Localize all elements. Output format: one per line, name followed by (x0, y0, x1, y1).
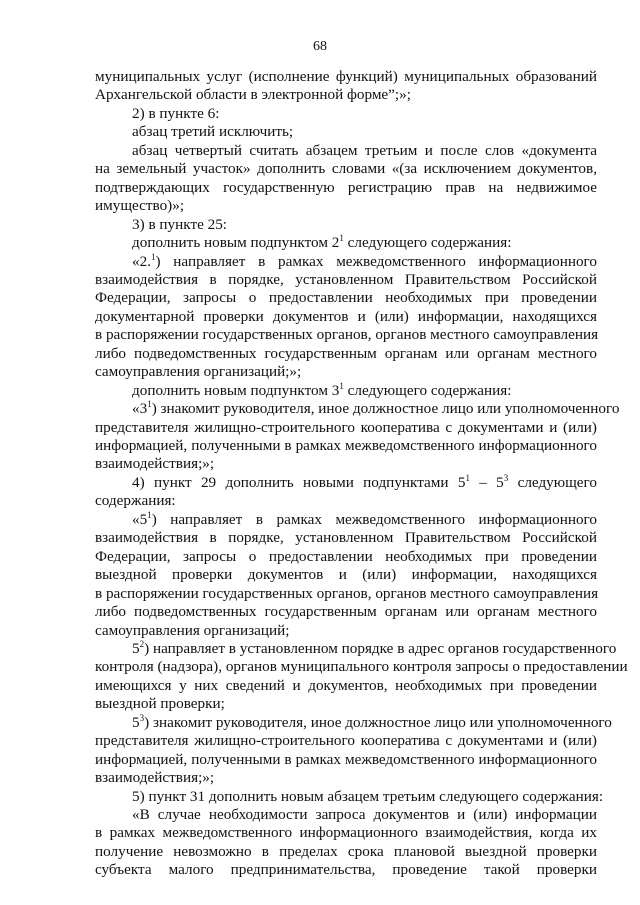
text-line: абзац третий исключить; (132, 123, 294, 141)
text-line: $5^2$) направляет в установленном порядке в адрес органов государственного (132, 638, 617, 657)
text-line: взаимодействия в порядке, установленном Правительством Российской (95, 270, 597, 288)
text-line: информацией, полученными в рамках межведомственного информационного (95, 437, 597, 454)
text-line: Федерации, запросы о предоставлении необходимых при проведении (95, 547, 597, 565)
text-line: субъекта малого предпринимательства, проведение такой проверки (95, 861, 597, 879)
text-line: Федерации, запросы о предоставлении необходимых при проведении (95, 289, 597, 307)
text-line: представителя жилищно-строительного кооператива с документами и (или) (95, 418, 597, 436)
text-line: Архангельской области в электронной форме”;»; (95, 86, 411, 104)
text-line: подтверждающих государственную регистрацию прав на недвижимое (95, 178, 597, 196)
text-line: дополнить новым подпунктом $3^1$ следующего содержания: (132, 380, 512, 399)
text-line: муниципальных услуг (исполнение функций) муниципальных образований (95, 68, 597, 85)
text-line: либо подведомственных государственным органам или органам местного (95, 603, 597, 621)
text-line: 5) пункт 31 дополнить новым абзацем третьим следующего содержания: (132, 787, 604, 805)
text-line: документарной проверки документов и (или) информации, находящихся (95, 307, 597, 325)
text-line: $5^3$) знакомит руководителя, иное должностное лицо или уполномоченного (132, 712, 612, 731)
text-line: в распоряжении государственных органов, органов местного самоуправления (95, 584, 599, 602)
text-line: «$3^1$) знакомит руководителя, иное должностное лицо или уполномоченного (132, 399, 620, 418)
text-line: «В случае необходимости запроса документов и (или) информации (132, 806, 597, 823)
text-line: в рамках межведомственного информационного взаимодействия, когда их (95, 824, 597, 842)
text-line: самоуправления организаций;»; (95, 363, 302, 381)
text-line: выездной проверки документов и (или) информации, находящихся (95, 566, 597, 584)
text-line: взаимодействия;»; (95, 455, 215, 473)
page-number: 68 (313, 39, 327, 54)
text-line: получение невозможно в пределах срока плановой выездной проверки (95, 842, 597, 860)
text-line: контроля (надзора), органов муниципального контроля запросы о предоставлении (95, 658, 628, 676)
text-line: «2.$^1$) направляет в рамках межведомственного информационного (132, 251, 597, 270)
text-line: информацией, полученными в рамках межведомственного информационного (95, 750, 597, 768)
text-line: 3) в пункте 25: (132, 215, 228, 233)
text-line: взаимодействия в порядке, установленном Правительством Российской (95, 529, 597, 547)
text-line: в распоряжении государственных органов, органов местного самоуправления (95, 326, 599, 344)
text-line: «$5^1$) направляет в рамках межведомственного информационного (132, 509, 597, 528)
text-line: выездной проверки; (95, 695, 225, 713)
text-line: 4) пункт 29 дополнить новыми подпунктами $5^1 - 5^3$ следующего (132, 472, 597, 491)
text-line: дополнить новым подпунктом $2^1$ следующего содержания: (132, 233, 512, 252)
text-line: содержания: (95, 492, 176, 510)
text-line: имущество)»; (95, 197, 185, 215)
text-line: 2) в пункте 6: (132, 104, 220, 122)
text-line: представителя жилищно-строительного кооператива с документами и (или) (95, 732, 597, 750)
text-line: самоуправления организаций; (95, 621, 290, 639)
text-line: на земельный участок» дополнить словами «(за исключением документов, (95, 160, 597, 178)
text-line: либо подведомственных государственным органам или органам местного (95, 344, 597, 362)
text-line: взаимодействия;»; (95, 769, 215, 787)
text-line: абзац четвертый считать абзацем третьим и после слов «документа (132, 141, 597, 159)
text-line: имеющихся у них сведений и документов, необходимых при проведении (95, 676, 597, 694)
